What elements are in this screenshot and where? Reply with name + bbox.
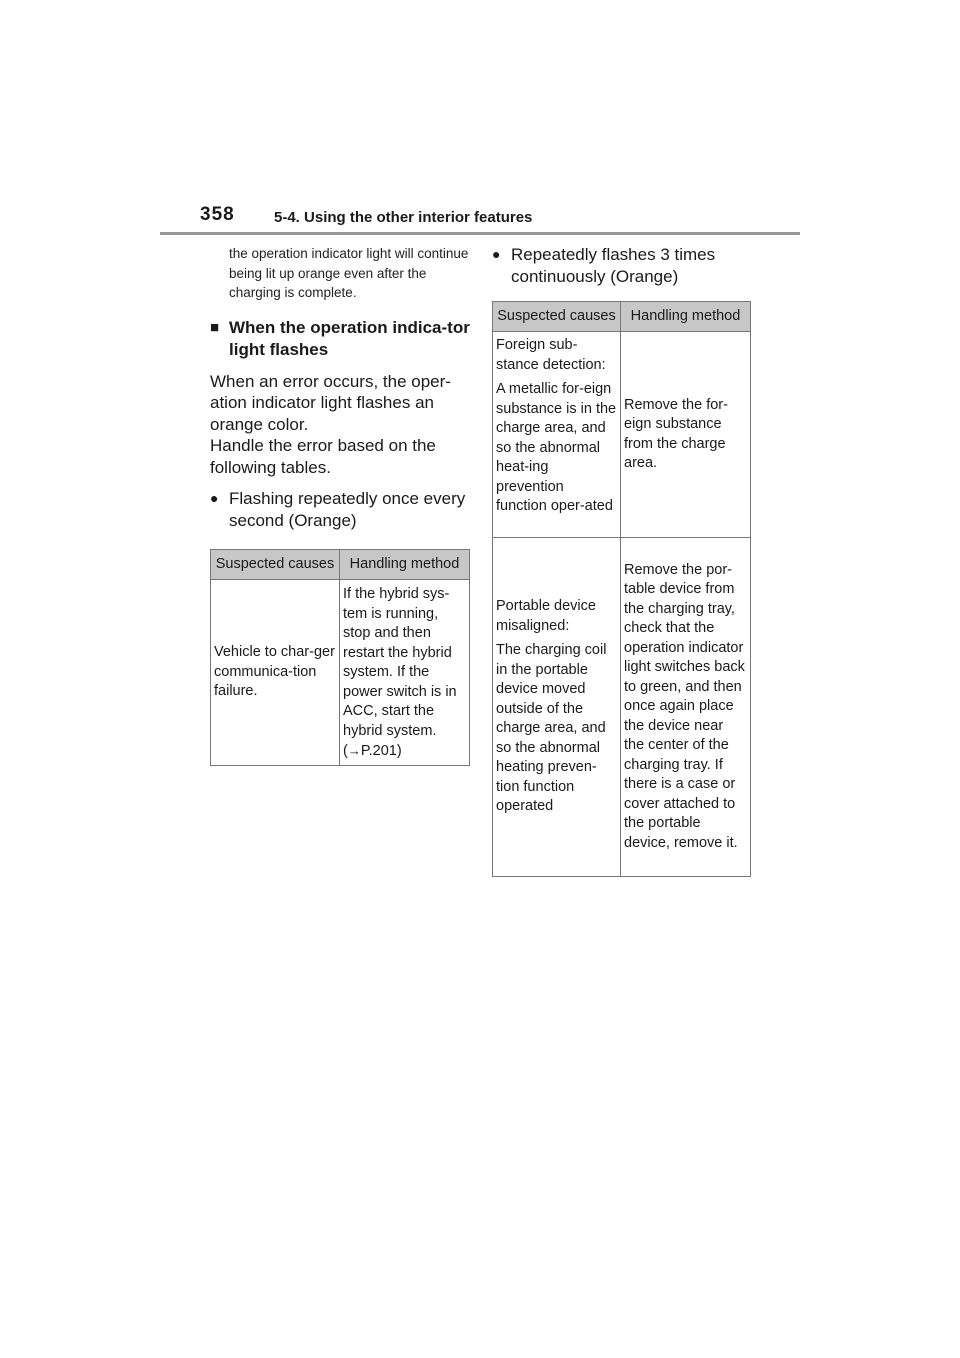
method-text: Remove the por-table device from the charging tray, check that the operation indicator light switches back to green, and then once again place the device near the center of the charging tray. If there is a case or cover attached to the portable device, remove it.: [624, 561, 745, 851]
bullet-item: [492, 244, 750, 287]
table-row: [493, 538, 751, 877]
bullet-text: Flashing repeatedly once every second (Orange): [229, 489, 466, 530]
header-handling-method: Handling method: [340, 550, 470, 580]
table-row: [493, 332, 751, 538]
table-row: [211, 580, 470, 766]
cause-text: A metallic for-eign substance is in the charge area, and so the abnormal heat-ing prevention function oper-ated: [496, 381, 617, 514]
header-rule: [160, 232, 800, 235]
method-cell: [340, 580, 470, 766]
table-once-per-second: [210, 549, 470, 766]
square-bullet-icon: ■: [210, 318, 220, 336]
section-title: 5-4. Using the other interior features: [274, 209, 533, 226]
page-reference: P.201): [360, 743, 402, 759]
continuation-note: the operation indicator light will continue being lit up orange even after the charging is complete.: [229, 246, 469, 300]
cause-text: Vehicle to char-ger communica-tion failure.: [214, 644, 335, 699]
header-handling-method: Handling method: [621, 302, 751, 332]
body-paragraph: [210, 371, 470, 479]
bullet-item: [210, 488, 470, 531]
table-three-flashes: [492, 301, 751, 877]
cause-cell: [493, 332, 621, 538]
page-ref-open: (: [343, 743, 348, 759]
cause-title: Portable device misaligned:: [496, 598, 596, 634]
arrow-right-icon: →: [347, 743, 361, 758]
subsection-heading-text: When the operation indica-tor light flashes: [229, 317, 470, 359]
page-header: [200, 204, 800, 232]
header-suspected-causes: Suspected causes: [211, 550, 340, 580]
method-text: Remove the for-eign substance from the charge area.: [624, 396, 728, 471]
left-column: [210, 244, 470, 766]
page-number: 358: [200, 204, 235, 225]
method-cell: [621, 332, 751, 538]
header-suspected-causes: Suspected causes: [493, 302, 621, 332]
right-column: [492, 244, 750, 877]
bullet-text: Repeatedly flashes 3 times continuously (Orange): [511, 245, 716, 286]
subsection-heading: [210, 317, 470, 361]
table-header-row: [211, 550, 470, 580]
method-cell: [621, 538, 751, 877]
cause-title: Foreign sub-stance detection:: [496, 337, 606, 373]
body-line-1: When an error occurs, the oper-ation indicator light flashes an orange color.: [210, 371, 451, 434]
table-header-row: [493, 302, 751, 332]
bullet-dot-icon: ●: [492, 246, 501, 262]
method-text: If the hybrid sys-tem is running, stop and then restart the hybrid system. If the power switch is in ACC, start the hybrid system.: [343, 586, 457, 739]
body-line-2: Handle the error based on the following tables.: [210, 436, 436, 477]
cause-text: The charging coil in the portable device moved outside of the charge area, and so the abnormal heating preven-tion function operated: [496, 642, 607, 815]
cause-cell: [493, 538, 621, 877]
cause-cell: [211, 580, 340, 766]
bullet-dot-icon: ●: [210, 490, 219, 506]
